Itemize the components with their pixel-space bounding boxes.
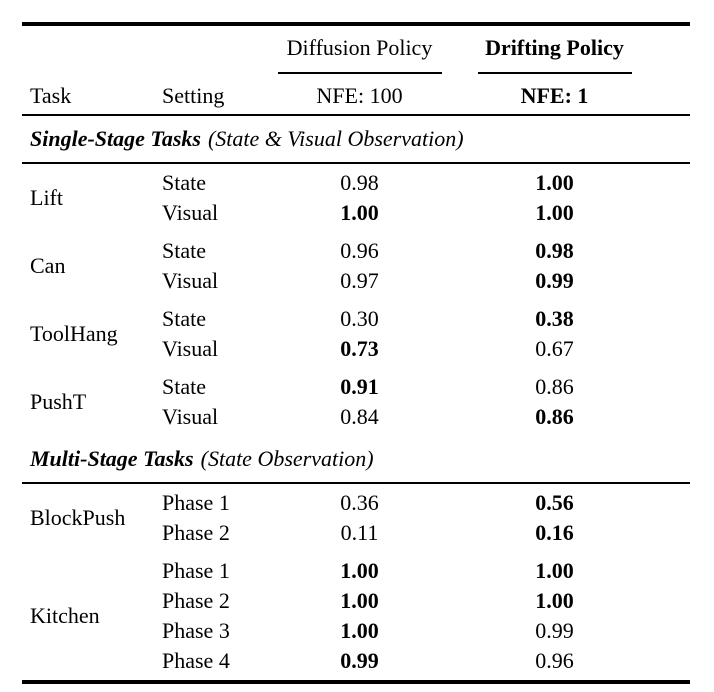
table-header xyxy=(22,26,690,114)
value-diffusion-policy: 0.99 xyxy=(340,648,379,673)
cmidrule-drifting xyxy=(447,70,690,74)
task-name: Kitchen xyxy=(30,603,100,628)
section-title-text: Single-Stage Tasks xyxy=(30,126,201,151)
section-title-text: Multi-Stage Tasks xyxy=(30,446,194,471)
results-table xyxy=(22,22,690,684)
value-diffusion-policy: 1.00 xyxy=(340,618,379,643)
cmidrule-diffusion xyxy=(272,70,447,74)
task-name: PushT xyxy=(30,389,87,414)
setting-label: State xyxy=(162,170,206,195)
setting-label: Phase 2 xyxy=(162,520,230,545)
value-diffusion-policy: 0.98 xyxy=(340,170,379,195)
value-drifting-policy: 0.86 xyxy=(535,374,574,399)
task-name: ToolHang xyxy=(30,321,118,346)
table-sections xyxy=(22,116,690,680)
value-drifting-policy: 1.00 xyxy=(535,170,574,195)
value-drifting-policy: 0.67 xyxy=(535,336,574,361)
task-group-kitchen xyxy=(22,552,690,680)
value-diffusion-policy: 0.30 xyxy=(340,306,379,331)
value-drifting-policy: 0.16 xyxy=(535,520,574,545)
value-diffusion-policy: 0.36 xyxy=(340,490,379,515)
section-header xyxy=(22,436,690,482)
setting-label: Phase 1 xyxy=(162,558,230,583)
setting-label: Phase 3 xyxy=(162,618,230,643)
task-group-pusht xyxy=(22,368,690,436)
col-header-nfe-1: NFE: 1 xyxy=(520,83,589,108)
setting-label: Visual xyxy=(162,404,219,429)
value-drifting-policy: 0.99 xyxy=(535,618,574,643)
col-group-diffusion-policy: Diffusion Policy xyxy=(286,35,433,60)
value-drifting-policy: 1.00 xyxy=(535,200,574,225)
setting-label: Visual xyxy=(162,268,219,293)
value-drifting-policy: 0.86 xyxy=(535,404,574,429)
section-subtitle-text: (State & Visual Observation) xyxy=(207,126,464,151)
setting-label: State xyxy=(162,238,206,263)
value-diffusion-policy: 0.91 xyxy=(340,374,379,399)
section-header xyxy=(22,116,690,162)
value-diffusion-policy: 0.97 xyxy=(340,268,379,293)
value-diffusion-policy: 1.00 xyxy=(340,588,379,613)
value-drifting-policy: 1.00 xyxy=(535,558,574,583)
task-name: BlockPush xyxy=(30,505,126,530)
value-diffusion-policy: 1.00 xyxy=(340,200,379,225)
task-name: Can xyxy=(30,253,66,278)
value-diffusion-policy: 0.11 xyxy=(340,520,379,545)
task-name: Lift xyxy=(30,185,63,210)
setting-label: Phase 1 xyxy=(162,490,230,515)
task-group-toolhang xyxy=(22,300,690,368)
col-header-nfe-100: NFE: 100 xyxy=(316,83,403,108)
setting-label: Visual xyxy=(162,200,219,225)
col-group-drifting-policy: Drifting Policy xyxy=(485,35,624,60)
value-drifting-policy: 0.96 xyxy=(535,648,574,673)
value-drifting-policy: 0.99 xyxy=(535,268,574,293)
col-header-setting: Setting xyxy=(162,83,225,108)
task-group-lift xyxy=(22,164,690,232)
value-diffusion-policy: 0.84 xyxy=(340,404,379,429)
setting-label: State xyxy=(162,306,206,331)
value-drifting-policy: 0.56 xyxy=(535,490,574,515)
value-drifting-policy: 0.98 xyxy=(535,238,574,263)
value-diffusion-policy: 1.00 xyxy=(340,558,379,583)
task-group-can xyxy=(22,232,690,300)
section-subtitle-text: (State Observation) xyxy=(200,446,374,471)
setting-label: Phase 4 xyxy=(162,648,230,673)
setting-label: Visual xyxy=(162,336,219,361)
col-header-task: Task xyxy=(30,83,72,108)
task-group-blockpush xyxy=(22,484,690,552)
value-drifting-policy: 0.38 xyxy=(535,306,574,331)
value-diffusion-policy: 0.73 xyxy=(340,336,379,361)
value-diffusion-policy: 0.96 xyxy=(340,238,379,263)
value-drifting-policy: 1.00 xyxy=(535,588,574,613)
bottom-rule xyxy=(22,680,690,684)
setting-label: State xyxy=(162,374,206,399)
setting-label: Phase 2 xyxy=(162,588,230,613)
